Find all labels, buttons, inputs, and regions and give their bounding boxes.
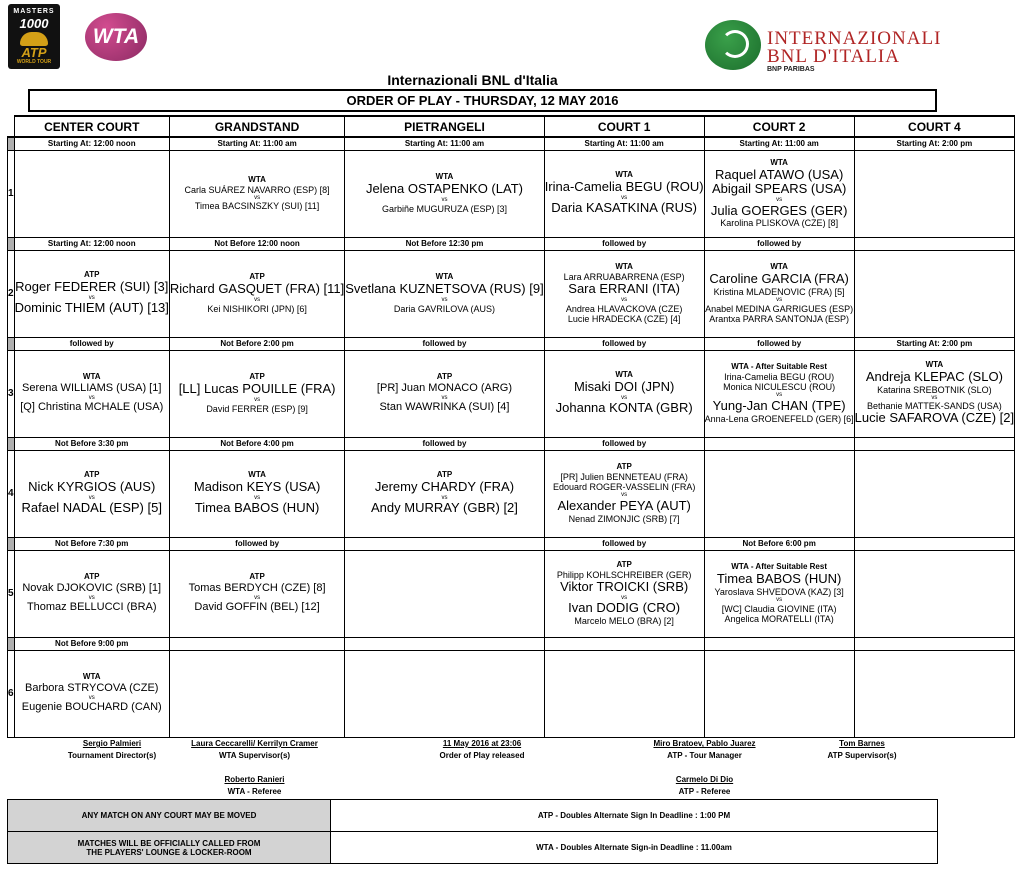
player-name: Monica NICULESCU (ROU) (723, 382, 836, 393)
match-cell (14, 150, 169, 237)
vs-label: vs (441, 196, 448, 203)
tour-tag: WTA (435, 172, 454, 182)
match-cell (169, 650, 344, 737)
wta-referee (177, 774, 332, 798)
row-number: 3 (8, 350, 15, 437)
match-content (15, 651, 169, 737)
atp-supervisor-role: ATP Supervisor(s) (827, 751, 897, 760)
start-time-label (704, 637, 854, 650)
player-name: Nenad ZIMONJIC (SRB) [7] (568, 513, 680, 524)
time-header-row (8, 337, 1015, 350)
start-time-label (854, 437, 1014, 450)
court-header: GRANDSTAND (169, 116, 344, 137)
match-row (8, 550, 1015, 637)
match-cell (345, 250, 544, 337)
match-content (855, 551, 1014, 637)
match-content (705, 351, 854, 437)
start-time-label: Not Before 6:00 pm (704, 537, 854, 550)
wta-supervisor-name: Laura Ceccarelli/ Kerrilyn Cramer (191, 739, 318, 748)
start-time-label: Starting At: 2:00 pm (854, 337, 1014, 350)
player-name: Misaki DOI (JPN) (573, 379, 675, 395)
tour-tag: ATP (84, 270, 100, 280)
match-cell (345, 650, 544, 737)
tour-tag: ATP (616, 462, 632, 472)
start-time-label: Starting At: 12:00 noon (14, 137, 169, 150)
match-cell (345, 350, 544, 437)
match-cell (854, 150, 1014, 237)
match-content (705, 151, 854, 237)
match-content (705, 551, 854, 637)
player-name: Roger FEDERER (SUI) [3] (15, 279, 169, 295)
match-row (8, 650, 1015, 737)
match-content (705, 651, 854, 737)
wta-deadline-value: 11.00am (700, 843, 732, 852)
player-name: Lucie HRADECKA (CZE) [4] (567, 313, 681, 324)
start-time-label (345, 537, 544, 550)
match-content (545, 251, 704, 337)
released-time: 11 May 2016 at 23:06 (442, 739, 522, 748)
start-time-label: followed by (704, 237, 854, 250)
player-name: Jeremy CHARDY (FRA) (374, 479, 515, 495)
player-name: Novak DJOKOVIC (SRB) [1] (22, 582, 162, 595)
player-name: Irina-Camelia BEGU (ROU) (544, 179, 704, 195)
tour-tag: ATP (249, 372, 265, 382)
atp-deadline-label: ATP - Doubles Alternate Sign In Deadline : (537, 811, 698, 820)
vs-label: vs (88, 494, 95, 501)
tour-tag: WTA (615, 370, 633, 380)
start-time-label: Starting At: 2:00 pm (854, 137, 1014, 150)
order-of-play-grid (7, 115, 1015, 738)
tour-tag: WTA (248, 470, 266, 480)
wta-supervisor-role: WTA Supervisor(s) (218, 751, 291, 760)
start-time-label: Not Before 4:00 pm (169, 437, 344, 450)
atp-crest-icon (20, 32, 48, 46)
tour-tag: WTA (615, 170, 633, 180)
start-time-label: Starting At: 11:00 am (169, 137, 344, 150)
vs-label: vs (621, 296, 628, 303)
player-name: Angelica MORATELLI (ITA) (724, 613, 834, 624)
start-time-label: Starting At: 11:00 am (544, 137, 704, 150)
start-time-label: followed by (14, 337, 169, 350)
note-wta-deadline (331, 832, 938, 864)
match-cell (14, 350, 169, 437)
tour-tag: ATP (84, 572, 100, 582)
row-number: 2 (8, 250, 15, 337)
time-header-row (8, 237, 1015, 250)
start-time-label: Not Before 12:00 noon (169, 237, 344, 250)
start-time-label: Not Before 12:30 pm (345, 237, 544, 250)
match-cell (14, 650, 169, 737)
vs-label: vs (88, 694, 95, 701)
match-cell (544, 350, 704, 437)
player-name: Timea BACSINSZKY (SUI) [11] (194, 201, 320, 212)
match-cell (169, 450, 344, 537)
order-of-play-title: ORDER OF PLAY - THURSDAY, 12 MAY 2016 (28, 89, 937, 112)
court-header-row (8, 116, 1015, 137)
start-time-label: Not Before 2:00 pm (169, 337, 344, 350)
vs-label: vs (776, 596, 783, 603)
player-name: Andreja KLEPAC (SLO) (865, 368, 1003, 384)
officials-footer (7, 736, 937, 800)
player-name: Kei NISHIKORI (JPN) [6] (207, 303, 307, 314)
called-line2: THE PLAYERS' LOUNGE & LOCKER-ROOM (86, 847, 252, 857)
player-name: Serena WILLIAMS (USA) [1] (22, 382, 162, 395)
player-name: [WC] Claudia GIOVINE (ITA) (721, 603, 837, 614)
match-cell (14, 550, 169, 637)
wta-deadline-label: WTA - Doubles Alternate Sign-in Deadline : (536, 843, 699, 852)
player-name: Viktor TROICKI (SRB) (560, 579, 689, 595)
player-name: Edouard ROGER-VASSELIN (FRA) (552, 482, 696, 493)
start-time-label: Not Before 9:00 pm (14, 637, 169, 650)
tour-tag: WTA (82, 672, 101, 682)
vs-label: vs (88, 594, 95, 601)
tour-tag: WTA - After Suitable Rest (731, 362, 827, 372)
match-row (8, 250, 1015, 337)
tour-tag: WTA (770, 262, 788, 272)
start-time-label: Starting At: 11:00 am (704, 137, 854, 150)
note-matches-called (8, 832, 331, 864)
match-content (345, 451, 543, 537)
tour-tag: ATP (84, 470, 100, 480)
match-content (15, 151, 169, 237)
match-cell (169, 250, 344, 337)
atp-referee-name: Carmelo Di Dio (675, 775, 734, 784)
player-name: Andrea HLAVACKOVA (CZE) (565, 303, 683, 314)
player-name: Karolina PLISKOVA (CZE) [8] (720, 218, 839, 229)
player-name: Sara ERRANI (ITA) (568, 281, 680, 297)
time-header-row (8, 637, 1015, 650)
match-content (545, 351, 704, 437)
match-cell (345, 450, 544, 537)
row-number: 6 (8, 650, 15, 737)
row-number: 5 (8, 550, 15, 637)
tour-tag: WTA - After Suitable Rest (731, 562, 827, 572)
tour-tag: WTA (248, 174, 266, 184)
match-cell (704, 450, 854, 537)
match-cell (169, 150, 344, 237)
wta-supervisor (177, 738, 332, 762)
match-cell (169, 350, 344, 437)
vs-label: vs (441, 296, 448, 303)
player-name: Lucie SAFAROVA (CZE) [2] (854, 410, 1015, 426)
match-content (705, 251, 854, 337)
player-name: Daria GAVRILOVA (AUS) (393, 303, 496, 314)
vs-label: vs (254, 296, 261, 303)
atp-referee (622, 774, 787, 798)
player-name: Nick KYRGIOS (AUS) (28, 479, 156, 495)
match-cell (704, 550, 854, 637)
player-name: Jelena OSTAPENKO (LAT) (365, 181, 523, 197)
player-name: Anna-Lena GROENEFELD (GER) [6] (704, 413, 854, 424)
player-name: Barbora STRYCOVA (CZE) (25, 682, 159, 695)
match-cell (854, 450, 1014, 537)
called-line1: MATCHES WILL BE OFFICIALLY CALLED FROM (77, 838, 261, 848)
match-content (855, 151, 1014, 237)
player-name: David GOFFIN (BEL) [12] (194, 601, 320, 614)
tour-tag: WTA (925, 360, 944, 370)
match-content (345, 551, 543, 637)
atp-supervisor (787, 738, 937, 762)
note-match-moved: ANY MATCH ON ANY COURT MAY BE MOVED (8, 800, 331, 832)
match-content (545, 651, 704, 737)
match-content (15, 551, 169, 637)
match-cell (704, 650, 854, 737)
player-name: Garbiñe MUGURUZA (ESP) [3] (381, 203, 507, 214)
start-time-label (345, 637, 544, 650)
vs-label: vs (621, 194, 628, 201)
match-content (15, 451, 169, 537)
start-time-label (704, 437, 854, 450)
player-name: Abigail SPEARS (USA) (711, 181, 847, 197)
match-content (855, 351, 1014, 437)
start-time-label (169, 637, 344, 650)
wta-referee-name: Roberto Ranieri (224, 775, 285, 784)
atp-tour-manager-role: ATP - Tour Manager (667, 751, 742, 760)
player-name: Timea BABOS (HUN) (194, 500, 320, 516)
atp-logo-line4: WORLD TOUR (16, 59, 52, 65)
match-cell (854, 350, 1014, 437)
wta-referee-role: WTA - Referee (227, 787, 282, 796)
court-header: PIETRANGELI (345, 116, 544, 137)
player-name: Johanna KONTA (GBR) (555, 400, 693, 416)
match-cell (544, 550, 704, 637)
match-content (170, 651, 344, 737)
match-cell (544, 250, 704, 337)
start-time-label: followed by (544, 237, 704, 250)
start-time-label: Starting At: 11:00 am (345, 137, 544, 150)
match-cell (169, 550, 344, 637)
player-name: Anabel MEDINA GARRIGUES (ESP) (705, 303, 854, 314)
player-name: [PR] Julien BENNETEAU (FRA) (560, 472, 688, 483)
tournament-director (37, 738, 187, 762)
match-cell (854, 250, 1014, 337)
player-name: Andy MURRAY (GBR) [2] (371, 500, 518, 516)
player-name: Carla SUÁREZ NAVARRO (ESP) [8] (184, 184, 330, 195)
match-content (15, 251, 169, 337)
vs-label: vs (441, 394, 448, 401)
court-header: CENTER COURT (14, 116, 169, 137)
player-name: Ivan DODIG (CRO) (568, 600, 681, 616)
match-row (8, 450, 1015, 537)
vs-label: vs (621, 492, 628, 499)
player-name: Thomaz BELLUCCI (BRA) (26, 601, 157, 614)
atp-deadline-value: 1:00 PM (699, 811, 731, 820)
start-time-label: followed by (345, 337, 544, 350)
court-header: COURT 1 (544, 116, 704, 137)
match-content (345, 351, 543, 437)
tennis-ball-icon (705, 20, 761, 70)
player-name: Stan WAWRINKA (SUI) [4] (379, 401, 510, 414)
vs-label: vs (621, 594, 628, 601)
match-row (8, 350, 1015, 437)
match-content (345, 251, 543, 337)
match-content (345, 151, 543, 237)
player-name: Lara ARRUABARRENA (ESP) (563, 272, 685, 283)
match-content (855, 651, 1014, 737)
match-cell (544, 650, 704, 737)
start-time-label: Starting At: 12:00 noon (14, 237, 169, 250)
atp-logo-line1: MASTERS (13, 8, 55, 15)
vs-label: vs (441, 494, 448, 501)
tour-tag: WTA (82, 372, 101, 382)
match-cell (14, 250, 169, 337)
start-time-label (854, 237, 1014, 250)
note-atp-deadline (331, 800, 938, 832)
vs-label: vs (88, 294, 95, 301)
match-content (170, 551, 344, 637)
start-time-label (854, 537, 1014, 550)
player-name: Richard GASQUET (FRA) [11] (169, 281, 345, 297)
director-name: Sergio Palmieri (82, 739, 142, 748)
time-header-row (8, 537, 1015, 550)
director-role: Tournament Director(s) (67, 751, 157, 760)
vs-label: vs (254, 194, 261, 201)
time-header-row (8, 137, 1015, 150)
tournament-logo-line1: INTERNAZIONALI (767, 28, 942, 49)
page-title: Internazionali BNL d'Italia (387, 72, 558, 88)
match-cell (704, 350, 854, 437)
vs-label: vs (254, 594, 261, 601)
row-number: 1 (8, 150, 15, 237)
start-time-label: followed by (169, 537, 344, 550)
start-time-label: followed by (544, 337, 704, 350)
player-name: Julia GOERGES (GER) (710, 202, 848, 218)
vs-label: vs (254, 396, 261, 403)
player-name: Arantxa PARRA SANTONJA (ESP) (709, 313, 849, 324)
match-content (545, 551, 704, 637)
match-content (170, 351, 344, 437)
match-cell (14, 450, 169, 537)
player-name: Daria KASATKINA (RUS) (551, 200, 697, 216)
vs-label: vs (254, 494, 261, 501)
atp-supervisor-name: Tom Barnes (839, 739, 885, 748)
start-time-label (544, 637, 704, 650)
match-row (8, 150, 1015, 237)
player-name: Dominic THIEM (AUT) [13] (14, 300, 169, 316)
player-name: Philipp KOHLSCHREIBER (GER) (556, 569, 692, 580)
tour-tag: ATP (436, 470, 453, 480)
match-cell (345, 150, 544, 237)
player-name: Katarina SREBOTNIK (SLO) (877, 384, 992, 395)
vs-label: vs (621, 394, 628, 401)
time-header-row (8, 437, 1015, 450)
match-content (170, 151, 344, 237)
player-name: Bethanie MATTEK-SANDS (USA) (866, 401, 1002, 412)
start-time-label: followed by (704, 337, 854, 350)
atp-masters-logo (8, 4, 60, 69)
vs-label: vs (776, 392, 783, 399)
match-content (855, 251, 1014, 337)
player-name: Madison KEYS (USA) (193, 479, 321, 495)
match-content (855, 451, 1014, 537)
atp-tour-manager-name: Miro Bratoev, Pablo Juarez (653, 739, 756, 748)
tour-tag: WTA (770, 157, 788, 167)
player-name: Tomas BERDYCH (CZE) [8] (188, 582, 326, 595)
player-name: Kristina MLADENOVIC (FRA) [5] (713, 286, 845, 297)
player-name: Irina-Camelia BEGU (ROU) (724, 372, 835, 383)
tour-tag: WTA (615, 262, 633, 272)
tour-tag: ATP (616, 560, 632, 570)
match-cell (544, 450, 704, 537)
logo-bar (0, 0, 945, 76)
match-content (705, 451, 854, 537)
tour-tag: ATP (249, 272, 265, 282)
tournament-logo (705, 20, 940, 76)
player-name: Raquel ATAWO (USA) (714, 166, 844, 182)
start-time-label: followed by (544, 537, 704, 550)
released-label: Order of Play released (439, 751, 525, 760)
player-name: Svetlana KUZNETSOVA (RUS) [9] (345, 281, 544, 297)
start-time-label (854, 637, 1014, 650)
match-content (170, 251, 344, 337)
match-cell (854, 650, 1014, 737)
tour-tag: WTA (435, 272, 454, 282)
tournament-logo-sponsor: BNP PARIBAS (767, 66, 815, 73)
player-name: Eugenie BOUCHARD (CAN) (21, 701, 162, 714)
start-time-label: followed by (544, 437, 704, 450)
match-cell (704, 150, 854, 237)
tour-tag: ATP (436, 372, 453, 382)
atp-tour-manager (622, 738, 787, 762)
match-cell (854, 550, 1014, 637)
start-time-label: followed by (345, 437, 544, 450)
match-content (345, 651, 543, 737)
match-content (545, 151, 704, 237)
player-name: Yung-Jan CHAN (TPE) (712, 398, 846, 414)
player-name: [LL] Lucas POUILLE (FRA) (178, 381, 336, 397)
court-header: COURT 2 (704, 116, 854, 137)
match-cell (345, 550, 544, 637)
player-name: [Q] Christina MCHALE (USA) (20, 401, 164, 414)
row-number: 4 (8, 450, 15, 537)
match-content (15, 351, 169, 437)
player-name: Marcelo MELO (BRA) [2] (574, 615, 674, 626)
vs-label: vs (88, 394, 95, 401)
notes-table (7, 799, 938, 864)
wta-logo: WTA (85, 13, 147, 61)
start-time-label: Not Before 7:30 pm (14, 537, 169, 550)
atp-logo-line3: ATP (21, 45, 47, 60)
court-header: COURT 4 (854, 116, 1014, 137)
vs-label: vs (776, 196, 783, 203)
player-name: Alexander PEYA (AUT) (557, 498, 691, 514)
tour-tag: ATP (249, 572, 265, 582)
player-name: [PR] Juan MONACO (ARG) (376, 382, 512, 395)
player-name: David FERRER (ESP) [9] (206, 403, 308, 414)
match-content (545, 451, 704, 537)
match-cell (704, 250, 854, 337)
vs-label: vs (776, 296, 783, 303)
vs-label: vs (931, 394, 938, 401)
player-name: Caroline GARCIA (FRA) (709, 271, 849, 287)
tournament-logo-line2: BNL D'ITALIA (767, 46, 900, 67)
player-name: Rafael NADAL (ESP) [5] (21, 500, 162, 516)
player-name: Yaroslava SHVEDOVA (KAZ) [3] (714, 586, 844, 597)
match-content (170, 451, 344, 537)
atp-logo-line2: 1000 (19, 16, 49, 31)
atp-referee-role: ATP - Referee (678, 787, 731, 796)
release-info (407, 738, 557, 762)
match-cell (544, 150, 704, 237)
start-time-label: Not Before 3:30 pm (14, 437, 169, 450)
player-name: Timea BABOS (HUN) (716, 571, 842, 587)
